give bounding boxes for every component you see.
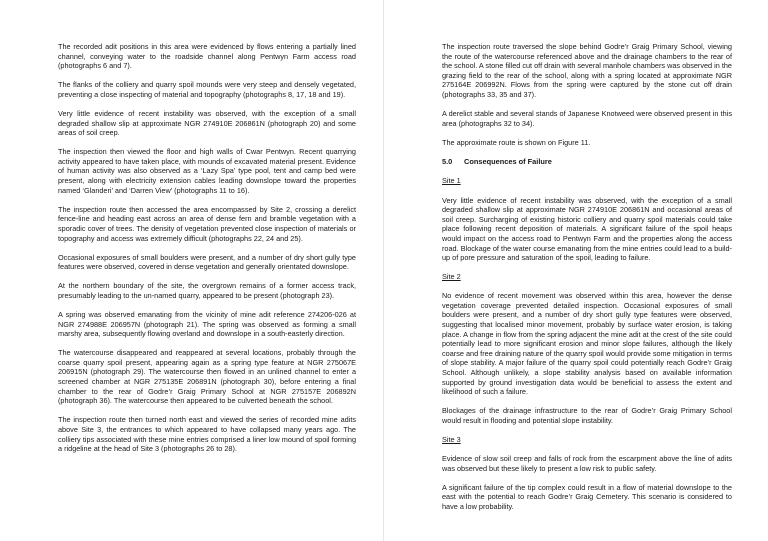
site-2-paragraph-1: No evidence of recent movement was observed within this area, however the dense vegetation coverage prevented detailed inspection. Occasional exposures of small boulders were present, and a number of dry short gully type features were observed, suggesting that localised minor movement, probably by surface water erosion, is taking place. A change in flow from the spring adjacent the mine adit at the crest of the site could potentially lead to more significant erosion and minor slope failures, although the likely coarse and free draining nature of the quarry spoil would provide some mitigation in terms of slope stability. A major failure of the quarry spoil could potentially reach Godre’r Graig School. Although unlikely, a slope stability analysis based on available information supported by ground investigation data would be beneficial to assess the extent and likelihood of such a failure. (442, 291, 732, 397)
site-2-paragraph-2: Blockages of the drainage infrastructure to the rear of Godre’r Graig Primary School would result in flooding and potential slope instability. (442, 406, 732, 425)
left-paragraph-1: The recorded adit positions in this area were evidenced by flows entering a partially lined channel, conveying water to the roadside channel along Pentwyn Farm access road (photographs 6 and 7). (58, 42, 356, 71)
left-paragraph-6: Occasional exposures of small boulders were present, and a number of dry short gully type features were observed, covered in dense vegetation and generally orientated downslope. (58, 252, 356, 272)
right-intro-paragraph-1: The inspection route traversed the slope behind Godre’r Graig Primary School, viewing the route of the watercourse referenced above and the drainage chambers to the rear of the school. A stone filled cut off drain with several manhole chambers was observed in the grazing field to the rear of the school, along with a spring located at approximate NGR 275164E 206992N. Flows from the spring were captured by the stone cut off drain (photographs 33, 35 and 37). (442, 42, 732, 99)
left-paragraph-2: The flanks of the colliery and quarry spoil mounds were very steep and densely vegetated, preventing a close inspecting of material and topography (photographs 8, 17, 18 and 19). (58, 80, 356, 99)
left-paragraph-5: The inspection route then accessed the area encompassed by Site 2, crossing a derelict fence-line and heading east across an area of dense fern and bramble vegetation with a sporadic cover of trees. The density of vegetation prevented close inspection of materials or topography and access was extremely difficult (photographs 22, 24 and 25). (58, 204, 356, 243)
left-paragraph-4: The inspection then viewed the floor and high walls of Cwar Pentwyn. Recent quarrying activity appeared to have taken place, with mounds of excavated material present. Evidence of human activity was also observed as a ‘Lazy Spa’ type pool, tent and camp bed were present, along with electricity extension cables leading downslope toward the properties named ‘Glanderi’ and ‘Darren View’ (photographs 11 to 16). (58, 147, 356, 195)
section-number: 5.0 (442, 156, 453, 166)
left-paragraph-9: The watercourse disappeared and reappeared at several locations, probably through the coarse quarry spoil present, appearing again as a spring type feature at NGR 275067E 206915N (photograph 29). The watercourse then flowed in an unlined channel to enter a screened chamber at NGR 275135E 206891N (photograph 30), before entering a final chamber to the rear of Godre’r Graig Primary School at NGR 275157E 206892N (photograph 36). The watercourse then appeared to be culverted beneath the school. (58, 348, 356, 406)
section-title: Consequences of Failure (464, 156, 552, 166)
right-page (384, 0, 768, 541)
site-1-heading: Site 1 (442, 176, 461, 186)
left-paragraph-8: A spring was observed emanating from the vicinity of mine adit reference 274206-026 at NGR 274988E 206957N (photograph 21). The spring was observed as forming a small marshy area, subsequently flowing overland and downslope in a south-easterly direction. (58, 309, 356, 339)
site-1-paragraph-1: Very little evidence of recent instability was observed, with the exception of a small degraded shallow slip at approximate NGR 274910E 206861N and occasional areas of soil creep. Surcharging of existing historic colliery and quarry spoil materials could take place following recent deposition of materials. A significant failure of the spoil heaps would impact on the access road to Pentwyn Farm and the properties along the access road. Blockage of the water course emanating from the mine entries could lead to a build-up of pore pressure and saturation of the spoil, leading to failure. (442, 195, 732, 263)
site-3-paragraph-2: A significant failure of the tip complex could result in a flow of material downslope to the east with the potential to reach Godre’r Graig Cemetery. This scenario is considered to have a low probability. (442, 482, 732, 511)
site-3-heading: Site 3 (442, 435, 461, 444)
left-paragraph-3: Very little evidence of recent instability was observed, with the exception of a small degraded shallow slip at approximate NGR 274910E 206861N (photograph 20) and some areas of soil creep. (58, 108, 356, 138)
site-3-paragraph-1: Evidence of slow soil creep and falls of rock from the escarpment above the line of adits was observed but these likely to present a low risk to public safety. (442, 454, 732, 473)
right-intro-paragraph-3: The approximate route is shown on Figure 11. (442, 137, 591, 147)
left-paragraph-7: At the northern boundary of the site, the overgrown remains of a former access track, presumably leading to the un-named quarry, appeared to be present (photograph 23). (58, 281, 356, 300)
right-intro-paragraph-2: A derelict stable and several stands of Japanese Knotweed were observed present in this area (photographs 32 to 34). (442, 109, 732, 128)
section-heading (442, 157, 732, 167)
site-2-heading: Site 2 (442, 272, 461, 282)
left-paragraph-10: The inspection route then turned north east and viewed the series of recorded mine adits above Site 3, the entrances to which appeared to have collapsed many years ago. The colliery tips associated with these mine entries comprised a liner low mound of spoil forming a ridgeline at the head of Site 3 (photographs 26 to 28). (58, 415, 356, 454)
